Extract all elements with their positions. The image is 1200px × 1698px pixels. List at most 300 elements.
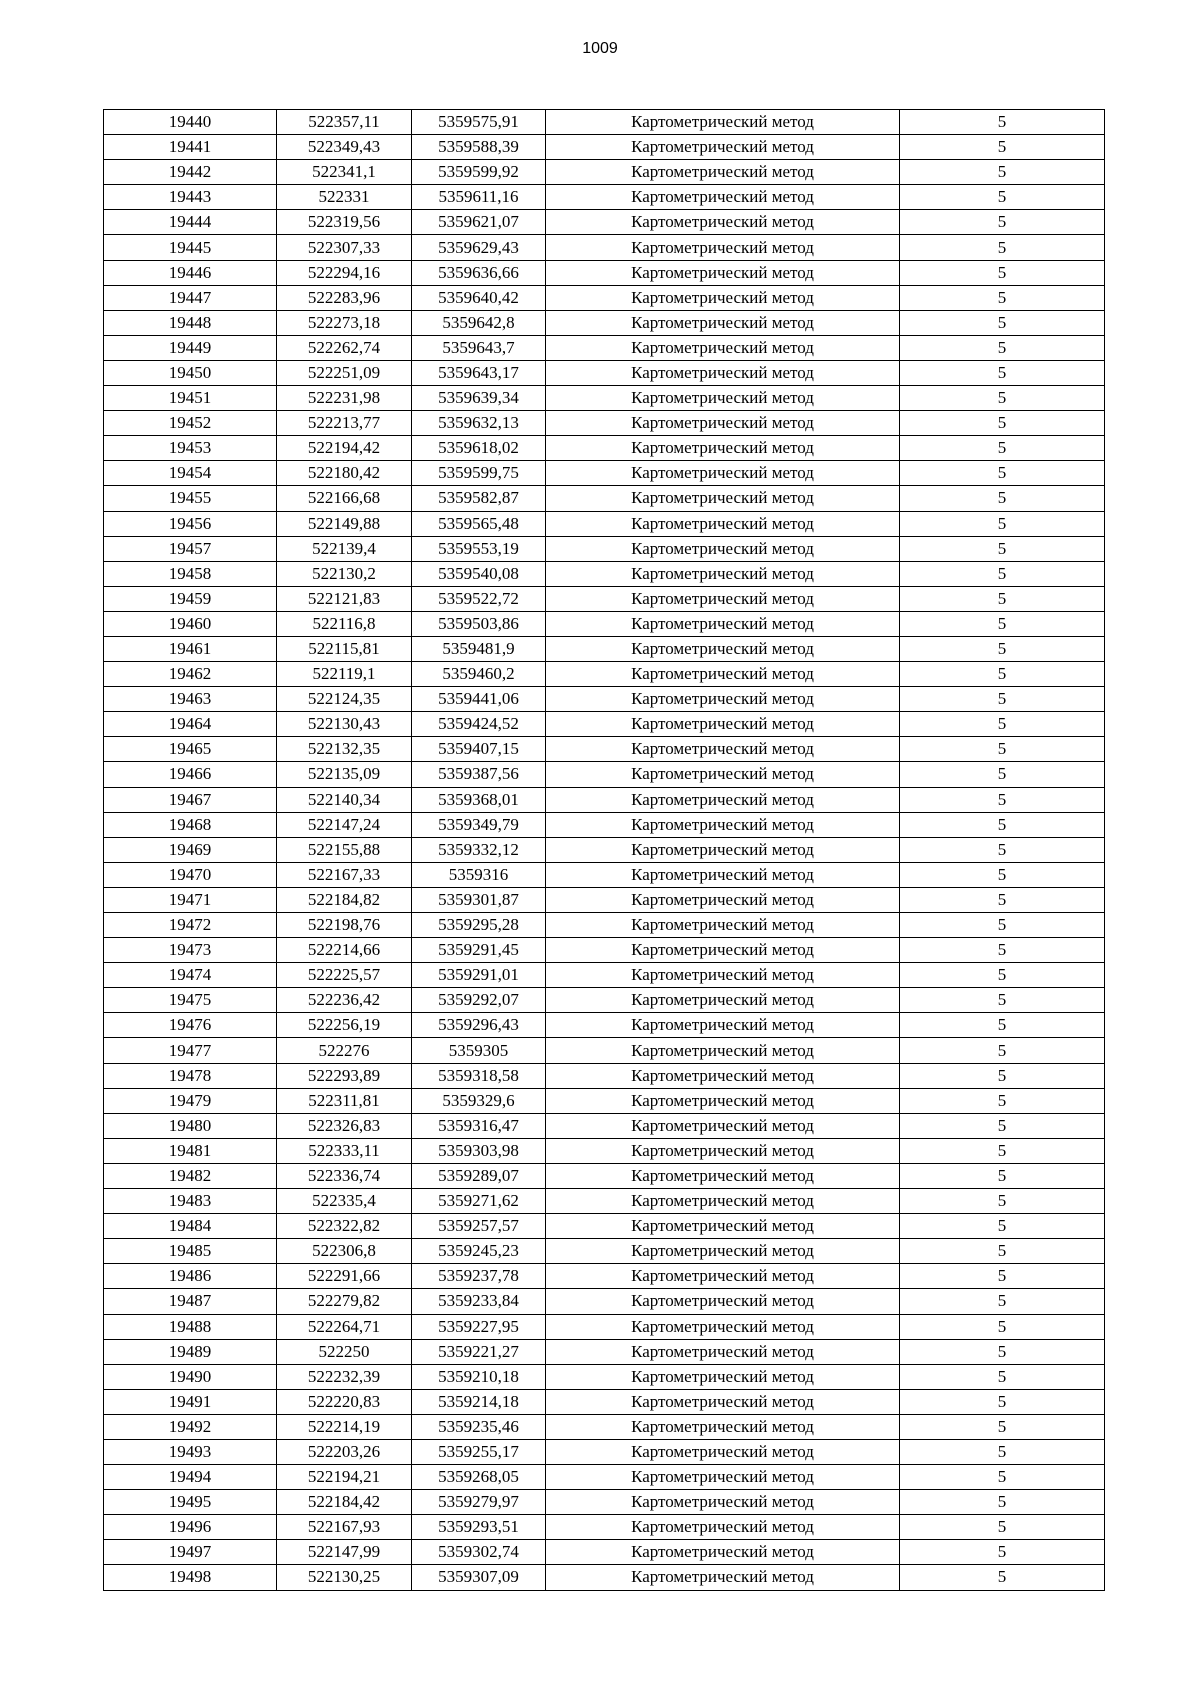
x-coordinate-cell: 522335,4 <box>277 1189 412 1214</box>
method-cell: Картометрический метод <box>546 210 900 235</box>
page-number: 1009 <box>582 40 618 57</box>
method-cell: Картометрический метод <box>546 988 900 1013</box>
x-coordinate-cell: 522124,35 <box>277 687 412 712</box>
x-coordinate-cell: 522130,2 <box>277 561 412 586</box>
method-cell: Картометрический метод <box>546 1063 900 1088</box>
y-coordinate-cell: 5359639,34 <box>412 386 546 411</box>
y-coordinate-cell: 5359237,78 <box>412 1264 546 1289</box>
y-coordinate-cell: 5359553,19 <box>412 536 546 561</box>
method-cell: Картометрический метод <box>546 360 900 385</box>
x-coordinate-cell: 522149,88 <box>277 511 412 536</box>
y-coordinate-cell: 5359643,17 <box>412 360 546 385</box>
point-number-cell: 19440 <box>104 110 277 135</box>
accuracy-cell: 5 <box>900 662 1105 687</box>
point-number-cell: 19490 <box>104 1364 277 1389</box>
point-number-cell: 19461 <box>104 636 277 661</box>
accuracy-cell: 5 <box>900 335 1105 360</box>
accuracy-cell: 5 <box>900 1063 1105 1088</box>
accuracy-cell: 5 <box>900 913 1105 938</box>
method-cell: Картометрический метод <box>546 938 900 963</box>
x-coordinate-cell: 522116,8 <box>277 611 412 636</box>
table-row <box>104 1465 1105 1490</box>
method-cell: Картометрический метод <box>546 862 900 887</box>
accuracy-cell: 5 <box>900 1038 1105 1063</box>
accuracy-cell: 5 <box>900 135 1105 160</box>
method-cell: Картометрический метод <box>546 1189 900 1214</box>
method-cell: Картометрический метод <box>546 386 900 411</box>
method-cell: Картометрический метод <box>546 586 900 611</box>
x-coordinate-cell: 522121,83 <box>277 586 412 611</box>
x-coordinate-cell: 522194,42 <box>277 436 412 461</box>
x-coordinate-cell: 522119,1 <box>277 662 412 687</box>
x-coordinate-cell: 522357,11 <box>277 110 412 135</box>
point-number-cell: 19485 <box>104 1239 277 1264</box>
table-row <box>104 1515 1105 1540</box>
table-row <box>104 862 1105 887</box>
x-coordinate-cell: 522306,8 <box>277 1239 412 1264</box>
point-number-cell: 19455 <box>104 486 277 511</box>
y-coordinate-cell: 5359318,58 <box>412 1063 546 1088</box>
table-row <box>104 963 1105 988</box>
x-coordinate-cell: 522273,18 <box>277 310 412 335</box>
x-coordinate-cell: 522140,34 <box>277 787 412 812</box>
method-cell: Картометрический метод <box>546 787 900 812</box>
accuracy-cell: 5 <box>900 636 1105 661</box>
point-number-cell: 19475 <box>104 988 277 1013</box>
method-cell: Картометрический метод <box>546 1465 900 1490</box>
accuracy-cell: 5 <box>900 160 1105 185</box>
x-coordinate-cell: 522322,82 <box>277 1214 412 1239</box>
y-coordinate-cell: 5359522,72 <box>412 586 546 611</box>
point-number-cell: 19441 <box>104 135 277 160</box>
table-row <box>104 1565 1105 1590</box>
accuracy-cell: 5 <box>900 837 1105 862</box>
accuracy-cell: 5 <box>900 1113 1105 1138</box>
table-row <box>104 235 1105 260</box>
method-cell: Картометрический метод <box>546 436 900 461</box>
accuracy-cell: 5 <box>900 687 1105 712</box>
method-cell: Картометрический метод <box>546 1113 900 1138</box>
y-coordinate-cell: 5359629,43 <box>412 235 546 260</box>
accuracy-cell: 5 <box>900 1540 1105 1565</box>
x-coordinate-cell: 522203,26 <box>277 1439 412 1464</box>
method-cell: Картометрический метод <box>546 461 900 486</box>
accuracy-cell: 5 <box>900 988 1105 1013</box>
x-coordinate-cell: 522167,93 <box>277 1515 412 1540</box>
x-coordinate-cell: 522333,11 <box>277 1138 412 1163</box>
y-coordinate-cell: 5359618,02 <box>412 436 546 461</box>
point-number-cell: 19495 <box>104 1490 277 1515</box>
point-number-cell: 19477 <box>104 1038 277 1063</box>
point-number-cell: 19471 <box>104 887 277 912</box>
point-number-cell: 19451 <box>104 386 277 411</box>
point-number-cell: 19493 <box>104 1439 277 1464</box>
x-coordinate-cell: 522194,21 <box>277 1465 412 1490</box>
table-row <box>104 988 1105 1013</box>
x-coordinate-cell: 522232,39 <box>277 1364 412 1389</box>
x-coordinate-cell: 522220,83 <box>277 1389 412 1414</box>
method-cell: Картометрический метод <box>546 1565 900 1590</box>
accuracy-cell: 5 <box>900 1214 1105 1239</box>
accuracy-cell: 5 <box>900 762 1105 787</box>
point-number-cell: 19487 <box>104 1289 277 1314</box>
method-cell: Картометрический метод <box>546 913 900 938</box>
y-coordinate-cell: 5359221,27 <box>412 1339 546 1364</box>
method-cell: Картометрический метод <box>546 737 900 762</box>
y-coordinate-cell: 5359481,9 <box>412 636 546 661</box>
point-number-cell: 19450 <box>104 360 277 385</box>
accuracy-cell: 5 <box>900 1465 1105 1490</box>
table-row <box>104 887 1105 912</box>
y-coordinate-cell: 5359329,6 <box>412 1088 546 1113</box>
method-cell: Картометрический метод <box>546 310 900 335</box>
accuracy-cell: 5 <box>900 185 1105 210</box>
x-coordinate-cell: 522319,56 <box>277 210 412 235</box>
accuracy-cell: 5 <box>900 887 1105 912</box>
accuracy-cell: 5 <box>900 511 1105 536</box>
point-number-cell: 19458 <box>104 561 277 586</box>
table-row <box>104 1339 1105 1364</box>
accuracy-cell: 5 <box>900 1289 1105 1314</box>
accuracy-cell: 5 <box>900 561 1105 586</box>
table-row <box>104 1013 1105 1038</box>
table-row <box>104 1289 1105 1314</box>
table-row <box>104 160 1105 185</box>
point-number-cell: 19497 <box>104 1540 277 1565</box>
table-row <box>104 662 1105 687</box>
table-row <box>104 210 1105 235</box>
point-number-cell: 19470 <box>104 862 277 887</box>
point-number-cell: 19464 <box>104 712 277 737</box>
y-coordinate-cell: 5359640,42 <box>412 285 546 310</box>
y-coordinate-cell: 5359632,13 <box>412 411 546 436</box>
accuracy-cell: 5 <box>900 260 1105 285</box>
method-cell: Картометрический метод <box>546 1264 900 1289</box>
method-cell: Картометрический метод <box>546 536 900 561</box>
coordinates-table-body <box>104 110 1105 1591</box>
y-coordinate-cell: 5359245,23 <box>412 1239 546 1264</box>
method-cell: Картометрический метод <box>546 160 900 185</box>
method-cell: Картометрический метод <box>546 185 900 210</box>
accuracy-cell: 5 <box>900 1088 1105 1113</box>
accuracy-cell: 5 <box>900 787 1105 812</box>
point-number-cell: 19453 <box>104 436 277 461</box>
y-coordinate-cell: 5359279,97 <box>412 1490 546 1515</box>
accuracy-cell: 5 <box>900 611 1105 636</box>
table-row <box>104 1088 1105 1113</box>
y-coordinate-cell: 5359255,17 <box>412 1439 546 1464</box>
y-coordinate-cell: 5359349,79 <box>412 812 546 837</box>
y-coordinate-cell: 5359387,56 <box>412 762 546 787</box>
method-cell: Картометрический метод <box>546 887 900 912</box>
y-coordinate-cell: 5359611,16 <box>412 185 546 210</box>
y-coordinate-cell: 5359441,06 <box>412 687 546 712</box>
point-number-cell: 19482 <box>104 1163 277 1188</box>
point-number-cell: 19484 <box>104 1214 277 1239</box>
x-coordinate-cell: 522294,16 <box>277 260 412 285</box>
table-row <box>104 310 1105 335</box>
accuracy-cell: 5 <box>900 436 1105 461</box>
method-cell: Картометрический метод <box>546 411 900 436</box>
point-number-cell: 19469 <box>104 837 277 862</box>
y-coordinate-cell: 5359289,07 <box>412 1163 546 1188</box>
point-number-cell: 19457 <box>104 536 277 561</box>
accuracy-cell: 5 <box>900 235 1105 260</box>
point-number-cell: 19460 <box>104 611 277 636</box>
point-number-cell: 19468 <box>104 812 277 837</box>
method-cell: Картометрический метод <box>546 1138 900 1163</box>
x-coordinate-cell: 522336,74 <box>277 1163 412 1188</box>
point-number-cell: 19474 <box>104 963 277 988</box>
x-coordinate-cell: 522231,98 <box>277 386 412 411</box>
y-coordinate-cell: 5359332,12 <box>412 837 546 862</box>
table-row <box>104 1163 1105 1188</box>
x-coordinate-cell: 522236,42 <box>277 988 412 1013</box>
method-cell: Картометрический метод <box>546 1414 900 1439</box>
point-number-cell: 19488 <box>104 1314 277 1339</box>
y-coordinate-cell: 5359305 <box>412 1038 546 1063</box>
table-row <box>104 561 1105 586</box>
y-coordinate-cell: 5359642,8 <box>412 310 546 335</box>
x-coordinate-cell: 522184,82 <box>277 887 412 912</box>
x-coordinate-cell: 522132,35 <box>277 737 412 762</box>
method-cell: Картометрический метод <box>546 1239 900 1264</box>
accuracy-cell: 5 <box>900 1138 1105 1163</box>
x-coordinate-cell: 522130,25 <box>277 1565 412 1590</box>
table-row <box>104 135 1105 160</box>
table-row <box>104 360 1105 385</box>
point-number-cell: 19481 <box>104 1138 277 1163</box>
x-coordinate-cell: 522331 <box>277 185 412 210</box>
accuracy-cell: 5 <box>900 737 1105 762</box>
x-coordinate-cell: 522115,81 <box>277 636 412 661</box>
accuracy-cell: 5 <box>900 461 1105 486</box>
y-coordinate-cell: 5359257,57 <box>412 1214 546 1239</box>
y-coordinate-cell: 5359565,48 <box>412 511 546 536</box>
x-coordinate-cell: 522256,19 <box>277 1013 412 1038</box>
accuracy-cell: 5 <box>900 1439 1105 1464</box>
accuracy-cell: 5 <box>900 110 1105 135</box>
point-number-cell: 19467 <box>104 787 277 812</box>
method-cell: Картометрический метод <box>546 1038 900 1063</box>
y-coordinate-cell: 5359368,01 <box>412 787 546 812</box>
table-row <box>104 1264 1105 1289</box>
table-row <box>104 687 1105 712</box>
y-coordinate-cell: 5359599,75 <box>412 461 546 486</box>
point-number-cell: 19494 <box>104 1465 277 1490</box>
method-cell: Картометрический метод <box>546 662 900 687</box>
table-row <box>104 536 1105 561</box>
y-coordinate-cell: 5359233,84 <box>412 1289 546 1314</box>
point-number-cell: 19443 <box>104 185 277 210</box>
point-number-cell: 19446 <box>104 260 277 285</box>
method-cell: Картометрический метод <box>546 511 900 536</box>
table-row <box>104 486 1105 511</box>
method-cell: Картометрический метод <box>546 335 900 360</box>
point-number-cell: 19442 <box>104 160 277 185</box>
point-number-cell: 19466 <box>104 762 277 787</box>
y-coordinate-cell: 5359303,98 <box>412 1138 546 1163</box>
x-coordinate-cell: 522147,24 <box>277 812 412 837</box>
table-row <box>104 1414 1105 1439</box>
method-cell: Картометрический метод <box>546 1389 900 1414</box>
accuracy-cell: 5 <box>900 1414 1105 1439</box>
x-coordinate-cell: 522311,81 <box>277 1088 412 1113</box>
point-number-cell: 19449 <box>104 335 277 360</box>
table-row <box>104 110 1105 135</box>
accuracy-cell: 5 <box>900 1364 1105 1389</box>
y-coordinate-cell: 5359621,07 <box>412 210 546 235</box>
method-cell: Картометрический метод <box>546 135 900 160</box>
accuracy-cell: 5 <box>900 1515 1105 1540</box>
y-coordinate-cell: 5359643,7 <box>412 335 546 360</box>
x-coordinate-cell: 522135,09 <box>277 762 412 787</box>
y-coordinate-cell: 5359582,87 <box>412 486 546 511</box>
y-coordinate-cell: 5359316 <box>412 862 546 887</box>
table-row <box>104 938 1105 963</box>
accuracy-cell: 5 <box>900 963 1105 988</box>
y-coordinate-cell: 5359235,46 <box>412 1414 546 1439</box>
table-row <box>104 1540 1105 1565</box>
table-row <box>104 611 1105 636</box>
accuracy-cell: 5 <box>900 1339 1105 1364</box>
table-row <box>104 837 1105 862</box>
y-coordinate-cell: 5359424,52 <box>412 712 546 737</box>
accuracy-cell: 5 <box>900 586 1105 611</box>
point-number-cell: 19447 <box>104 285 277 310</box>
table-row <box>104 185 1105 210</box>
accuracy-cell: 5 <box>900 1239 1105 1264</box>
y-coordinate-cell: 5359214,18 <box>412 1389 546 1414</box>
x-coordinate-cell: 522214,19 <box>277 1414 412 1439</box>
method-cell: Картометрический метод <box>546 110 900 135</box>
table-row <box>104 1214 1105 1239</box>
y-coordinate-cell: 5359588,39 <box>412 135 546 160</box>
accuracy-cell: 5 <box>900 1565 1105 1590</box>
table-row <box>104 712 1105 737</box>
method-cell: Картометрический метод <box>546 1289 900 1314</box>
method-cell: Картометрический метод <box>546 260 900 285</box>
coordinates-table <box>103 109 1105 1591</box>
x-coordinate-cell: 522184,42 <box>277 1490 412 1515</box>
x-coordinate-cell: 522341,1 <box>277 160 412 185</box>
accuracy-cell: 5 <box>900 285 1105 310</box>
method-cell: Картометрический метод <box>546 1364 900 1389</box>
point-number-cell: 19456 <box>104 511 277 536</box>
table-row <box>104 737 1105 762</box>
x-coordinate-cell: 522180,42 <box>277 461 412 486</box>
accuracy-cell: 5 <box>900 210 1105 235</box>
table-row <box>104 436 1105 461</box>
x-coordinate-cell: 522130,43 <box>277 712 412 737</box>
x-coordinate-cell: 522147,99 <box>277 1540 412 1565</box>
accuracy-cell: 5 <box>900 812 1105 837</box>
x-coordinate-cell: 522198,76 <box>277 913 412 938</box>
method-cell: Картометрический метод <box>546 235 900 260</box>
point-number-cell: 19489 <box>104 1339 277 1364</box>
accuracy-cell: 5 <box>900 411 1105 436</box>
y-coordinate-cell: 5359460,2 <box>412 662 546 687</box>
table-row <box>104 812 1105 837</box>
x-coordinate-cell: 522283,96 <box>277 285 412 310</box>
x-coordinate-cell: 522307,33 <box>277 235 412 260</box>
table-row <box>104 260 1105 285</box>
y-coordinate-cell: 5359503,86 <box>412 611 546 636</box>
point-number-cell: 19454 <box>104 461 277 486</box>
accuracy-cell: 5 <box>900 486 1105 511</box>
point-number-cell: 19496 <box>104 1515 277 1540</box>
accuracy-cell: 5 <box>900 386 1105 411</box>
y-coordinate-cell: 5359295,28 <box>412 913 546 938</box>
method-cell: Картометрический метод <box>546 636 900 661</box>
method-cell: Картометрический метод <box>546 1214 900 1239</box>
point-number-cell: 19462 <box>104 662 277 687</box>
accuracy-cell: 5 <box>900 536 1105 561</box>
y-coordinate-cell: 5359407,15 <box>412 737 546 762</box>
x-coordinate-cell: 522139,4 <box>277 536 412 561</box>
accuracy-cell: 5 <box>900 1013 1105 1038</box>
y-coordinate-cell: 5359292,07 <box>412 988 546 1013</box>
table-row <box>104 762 1105 787</box>
x-coordinate-cell: 522291,66 <box>277 1264 412 1289</box>
point-number-cell: 19486 <box>104 1264 277 1289</box>
table-row <box>104 461 1105 486</box>
method-cell: Картометрический метод <box>546 1013 900 1038</box>
y-coordinate-cell: 5359291,01 <box>412 963 546 988</box>
accuracy-cell: 5 <box>900 938 1105 963</box>
method-cell: Картометрический метод <box>546 812 900 837</box>
y-coordinate-cell: 5359268,05 <box>412 1465 546 1490</box>
y-coordinate-cell: 5359302,74 <box>412 1540 546 1565</box>
method-cell: Картометрический метод <box>546 712 900 737</box>
table-row <box>104 1314 1105 1339</box>
point-number-cell: 19472 <box>104 913 277 938</box>
y-coordinate-cell: 5359301,87 <box>412 887 546 912</box>
table-row <box>104 1038 1105 1063</box>
x-coordinate-cell: 522279,82 <box>277 1289 412 1314</box>
table-row <box>104 1490 1105 1515</box>
method-cell: Картометрический метод <box>546 1339 900 1364</box>
method-cell: Картометрический метод <box>546 1314 900 1339</box>
y-coordinate-cell: 5359271,62 <box>412 1189 546 1214</box>
point-number-cell: 19445 <box>104 235 277 260</box>
y-coordinate-cell: 5359291,45 <box>412 938 546 963</box>
table-row <box>104 1113 1105 1138</box>
method-cell: Картометрический метод <box>546 561 900 586</box>
x-coordinate-cell: 522251,09 <box>277 360 412 385</box>
method-cell: Картометрический метод <box>546 1540 900 1565</box>
point-number-cell: 19480 <box>104 1113 277 1138</box>
y-coordinate-cell: 5359293,51 <box>412 1515 546 1540</box>
point-number-cell: 19491 <box>104 1389 277 1414</box>
point-number-cell: 19452 <box>104 411 277 436</box>
point-number-cell: 19444 <box>104 210 277 235</box>
point-number-cell: 19463 <box>104 687 277 712</box>
method-cell: Картометрический метод <box>546 611 900 636</box>
x-coordinate-cell: 522276 <box>277 1038 412 1063</box>
point-number-cell: 19473 <box>104 938 277 963</box>
accuracy-cell: 5 <box>900 862 1105 887</box>
point-number-cell: 19492 <box>104 1414 277 1439</box>
x-coordinate-cell: 522264,71 <box>277 1314 412 1339</box>
point-number-cell: 19479 <box>104 1088 277 1113</box>
accuracy-cell: 5 <box>900 1389 1105 1414</box>
y-coordinate-cell: 5359599,92 <box>412 160 546 185</box>
table-row <box>104 1063 1105 1088</box>
y-coordinate-cell: 5359316,47 <box>412 1113 546 1138</box>
accuracy-cell: 5 <box>900 310 1105 335</box>
x-coordinate-cell: 522155,88 <box>277 837 412 862</box>
